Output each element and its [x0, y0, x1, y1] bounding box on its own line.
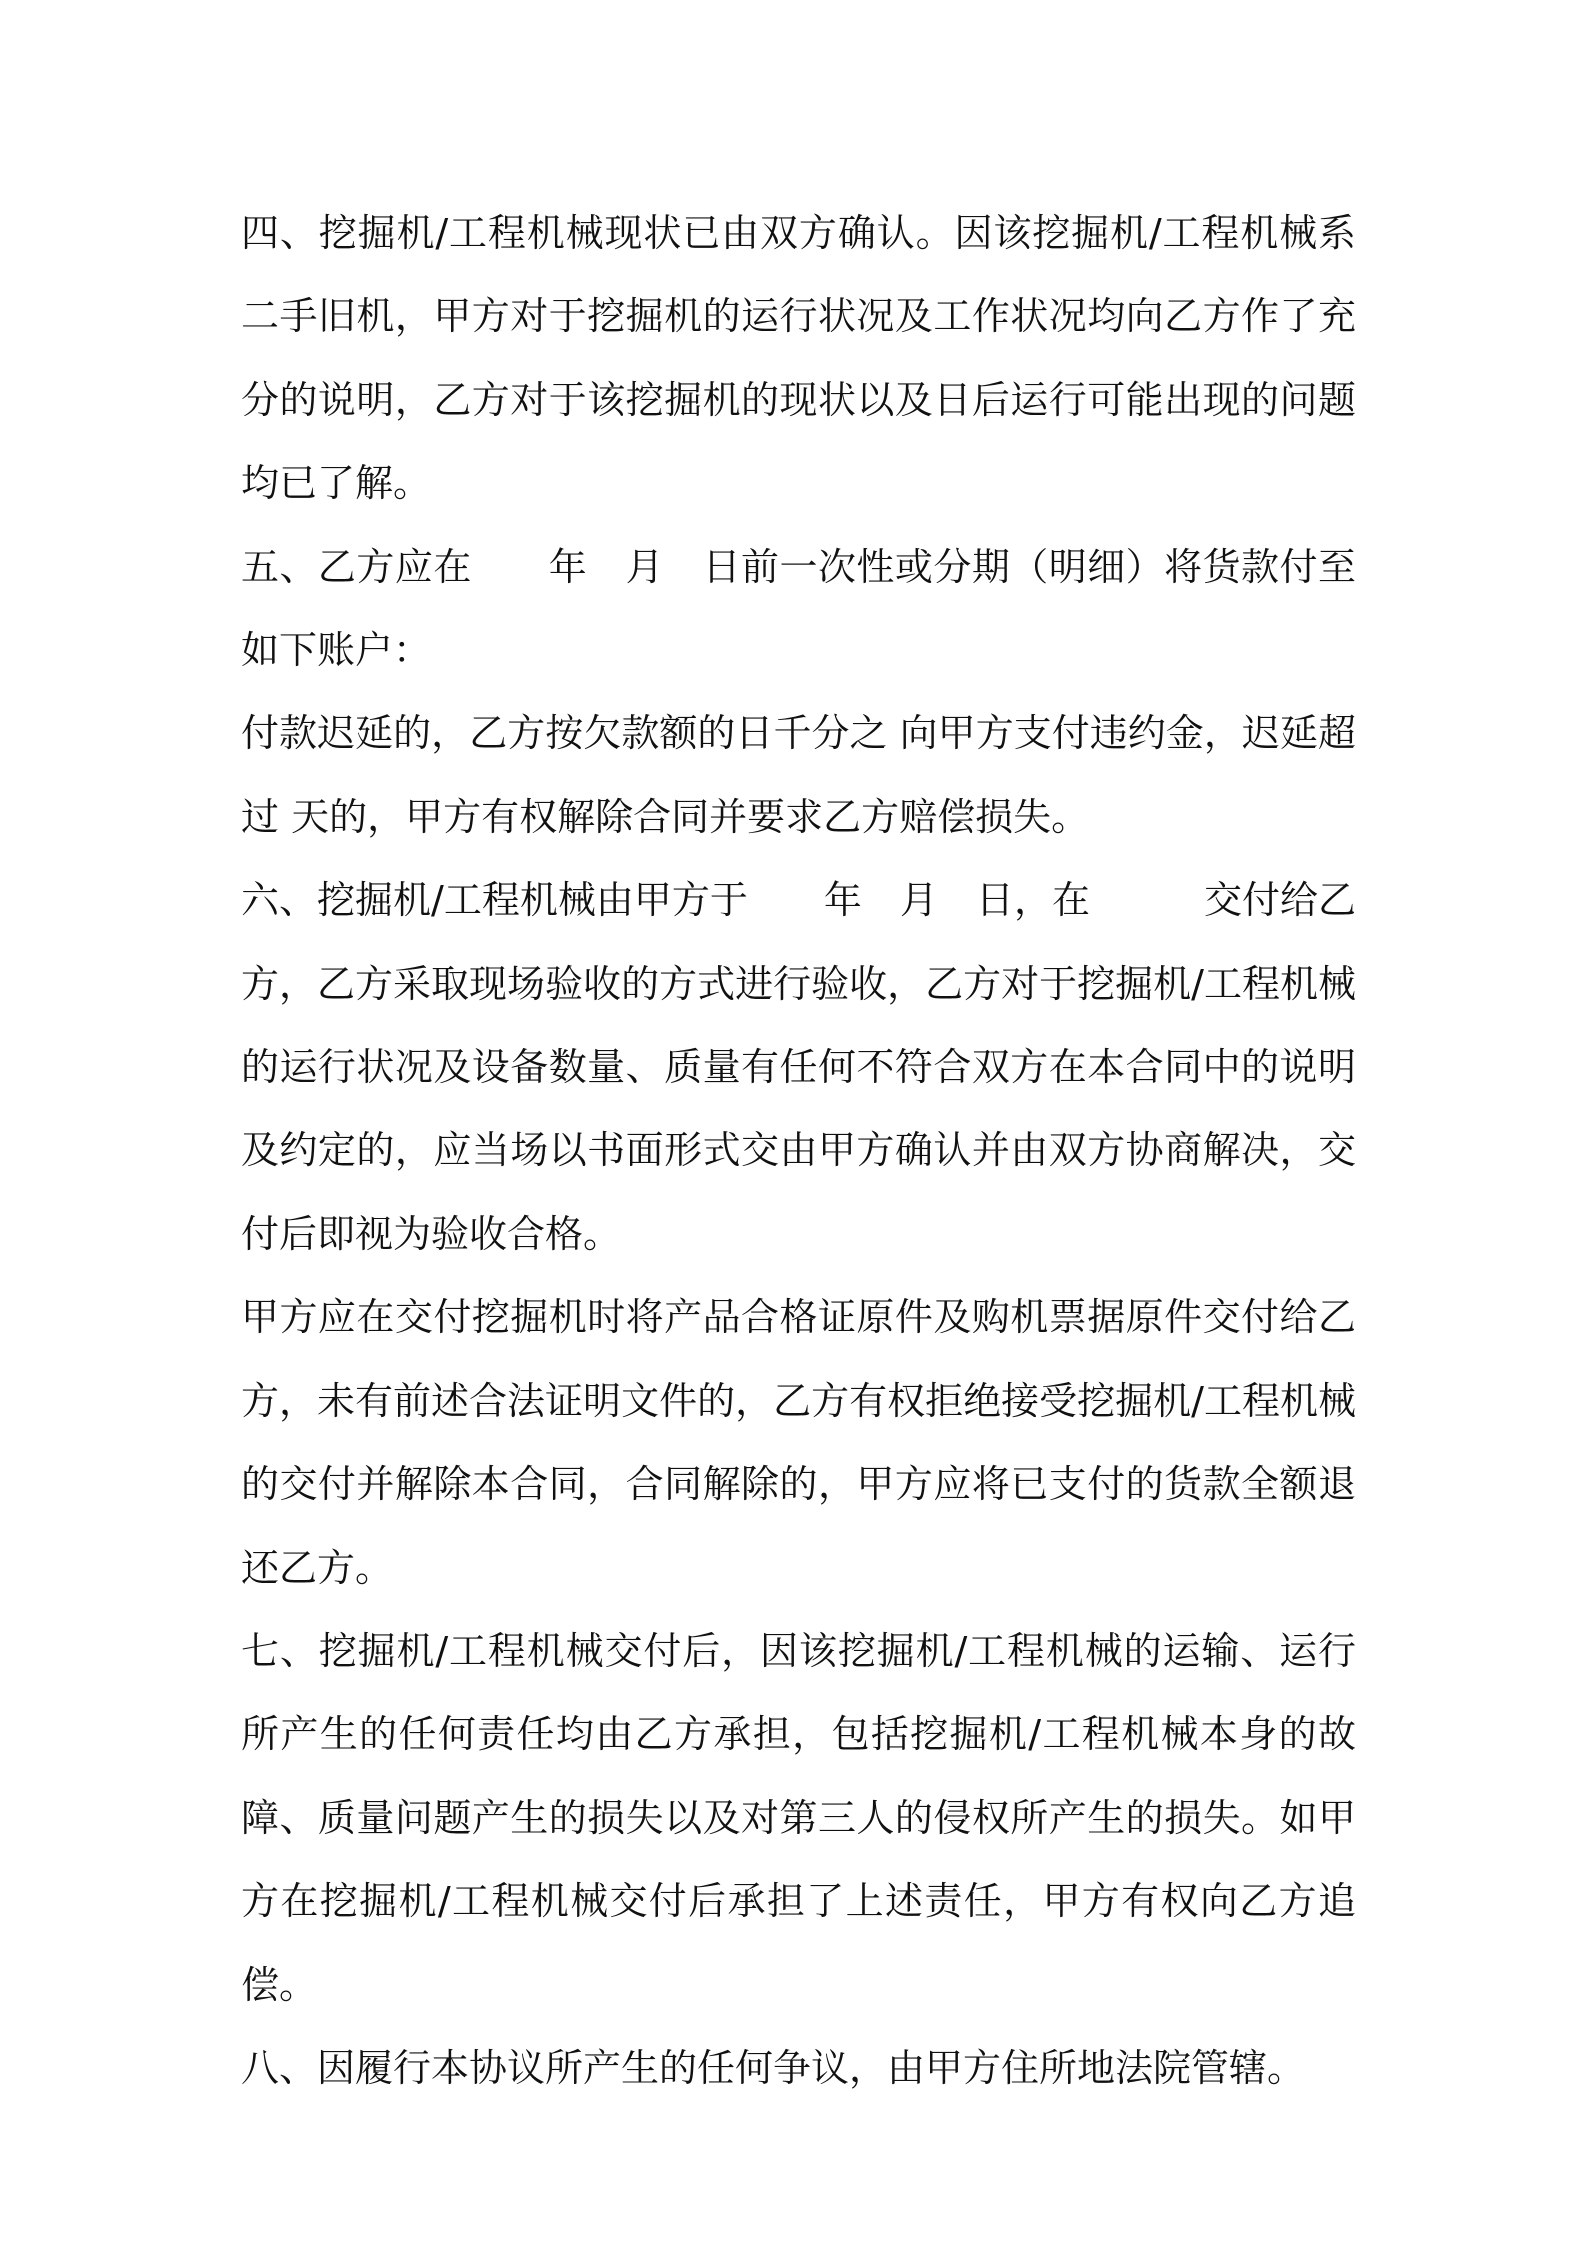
clause-8-paragraph: 八、因履行本协议所产生的任何争议，由甲方住所地法院管辖。	[241, 2045, 1306, 2090]
clause-7-paragraph: 七、挖掘机/工程机械交付后，因该挖掘机/工程机械的运输、运行所产生的任何责任均由乙方承担，包括挖掘机/工程机械本身的故障、质量问题产生的损失以及对第三人的侵权所产生的损失。如甲方在挖掘机/工程机械交付后承担了上述责任，甲方有权向乙方追偿。	[241, 1628, 1356, 2007]
late-payment-paragraph: 付款迟延的，乙方按欠款额的日千分之 向甲方支付违约金，迟延超过 天的，甲方有权解除合同并要求乙方赔偿损失。	[241, 711, 1356, 839]
clause-4-paragraph: 四、挖掘机/工程机械现状已由双方确认。因该挖掘机/工程机械系二手旧机，甲方对于挖掘机的运行状况及工作状况均向乙方作了充分的说明，乙方对于该挖掘机的现状以及日后运行可能出现的问题均已了解。	[241, 211, 1356, 506]
clause-5-paragraph: 五、乙方应在 年 月 日前一次性或分期（明细）将货款付至如下账户：	[241, 544, 1356, 673]
clause-6-paragraph: 六、挖掘机/工程机械由甲方于 年 月 日，在 交付给乙方，乙方采取现场验收的方式进行验收，乙方对于挖掘机/工程机械的运行状况及设备数量、质量有任何不符合双方在本合同中的说明及约定的，应当场以书面形式交由甲方确认并由双方协商解决，交付后即视为验收合格。	[241, 878, 1356, 1256]
contract-body	[241, 192, 1356, 2110]
certificate-paragraph: 甲方应在交付挖掘机时将产品合格证原件及购机票据原件交付给乙方，未有前述合法证明文件的，乙方有权拒绝接受挖掘机/工程机械的交付并解除本合同，合同解除的，甲方应将已支付的货款全额退还乙方。	[241, 1295, 1356, 1590]
